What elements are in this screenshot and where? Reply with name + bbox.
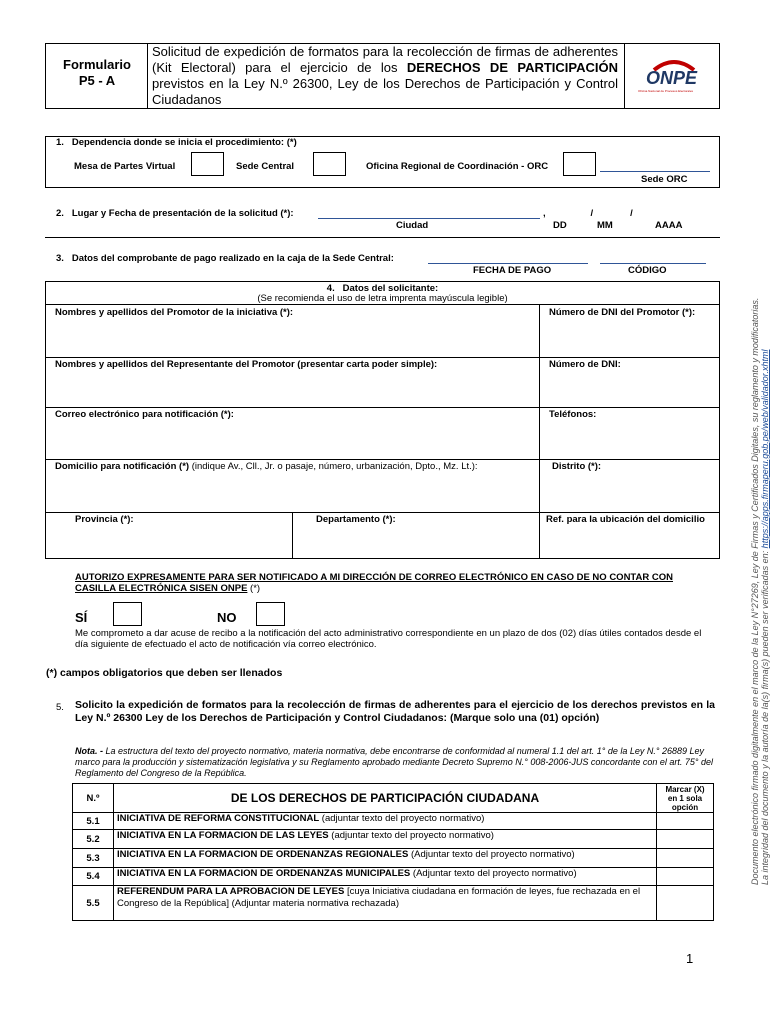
option-orc-label: Oficina Regional de Coordinación - ORC	[366, 161, 549, 172]
checkbox-mesa-partes[interactable]	[191, 152, 224, 176]
section-1-label: 1. Dependencia donde se inicia el procedimiento: (*)	[56, 137, 297, 148]
table-row	[73, 830, 714, 849]
fecha-pago-label: FECHA DE PAGO	[473, 265, 552, 276]
mark-cell[interactable]	[657, 813, 714, 830]
section-4-title: 4. Datos del solicitante:	[326, 283, 439, 294]
correo-label: Correo electrónico para notificación (*):	[55, 409, 234, 420]
si-label: SÍ	[75, 610, 88, 625]
col-title-header: DE LOS DERECHOS DE PARTICIPACIÓN CIUDADANA	[114, 784, 657, 813]
distrito-label: Distrito (*):	[552, 461, 602, 472]
authorization-text: AUTORIZO EXPRESAMENTE PARA SER NOTIFICADO A MI DIRECCIÓN DE CORREO ELECTRÓNICO EN CASO DE NO CONTAR CON CASILLA ELECTRÓNICA SISEN ONPE (*)	[75, 572, 673, 594]
aaaa-label: AAAA	[655, 220, 683, 231]
section-4-subtitle: (Se recomienda el uso de letra imprenta mayúscula legible)	[257, 293, 508, 304]
telefonos-label: Teléfonos:	[549, 409, 597, 420]
dni-label: Número de DNI:	[549, 359, 621, 370]
validator-link[interactable]: https://apps.firmaperu.gob.pe/web/validador.xhtml	[760, 349, 770, 549]
ref-label: Ref. para la ubicación del domicilio	[546, 514, 705, 525]
table-row	[73, 849, 714, 868]
logo-text: ONPE	[646, 68, 698, 88]
domicilio-label: Domicilio para notificación (*) (indique Av., Cll., Jr. o pasaje, número, urbanización, Dpto., Mz. Lt.):	[55, 461, 478, 472]
options-table-header	[73, 784, 714, 813]
representante-label: Nombres y apellidos del Representante del Promotor (presentar carta poder simple):	[55, 359, 438, 370]
fecha-pago-field[interactable]	[428, 263, 588, 264]
page-number: 1	[686, 951, 694, 966]
side-note-line-2: La integridad del documento y la autoría de la(s) firma(s) pueden ser verificadas en: https://apps.firmaperu.gob.pe/web/validador.xhtml	[760, 349, 770, 885]
row-text: REFERENDUM PARA LA APROBACION DE LEYES [cuya Iniciativa ciudadana en formación de leyes, fue rechazada en el Congreso de la República] (Adjuntar materia normativa rechazada)	[114, 886, 657, 921]
codigo-label: CÓDIGO	[628, 265, 667, 276]
departamento-label: Departamento (*):	[316, 514, 396, 525]
mark-cell[interactable]	[657, 868, 714, 886]
section-5-number: 5.	[56, 702, 64, 713]
checkbox-no[interactable]	[256, 602, 285, 626]
option-sede-central-label: Sede Central	[236, 161, 295, 172]
option-mesa-partes-label: Mesa de Partes Virtual	[74, 161, 176, 172]
mark-cell[interactable]	[657, 849, 714, 868]
sede-orc-field[interactable]	[600, 171, 710, 172]
form-label: Formulario P5 - A	[63, 57, 131, 88]
section-2-label: 2. Lugar y Fecha de presentación de la solicitud (*):	[56, 208, 294, 219]
row-text: INICIATIVA EN LA FORMACION DE LAS LEYES (adjuntar texto del proyecto normativo)	[114, 830, 657, 849]
row-number: 5.1	[73, 813, 114, 830]
sede-orc-label: Sede ORC	[641, 174, 688, 185]
table-row	[73, 886, 714, 921]
promotor-label: Nombres y apellidos del Promotor de la iniciativa (*):	[55, 307, 294, 318]
row-number: 5.2	[73, 830, 114, 849]
ciudad-label: Ciudad	[396, 220, 429, 231]
ciudad-field[interactable]	[318, 218, 540, 219]
date-separators: , / /	[543, 208, 633, 219]
dd-label: DD	[553, 220, 567, 231]
commitment-text: Me comprometo a dar acuse de recibo a la notificación del acto administrativo correspondiente en un plazo de dos (02) días útiles contados desde el día siguiente de efectuado el acto de notificación vía correo electrónico.	[75, 628, 702, 650]
table-row	[73, 813, 714, 830]
mark-cell[interactable]	[657, 830, 714, 849]
col-mark-header: Marcar (X) en 1 sola opción	[657, 784, 714, 813]
dni-promotor-label: Número de DNI del Promotor (*):	[549, 307, 696, 318]
row-number: 5.5	[73, 886, 114, 921]
options-table	[72, 783, 714, 921]
no-label: NO	[217, 610, 237, 625]
provincia-label: Provincia (*):	[75, 514, 134, 525]
col-no-header: N.º	[73, 784, 114, 813]
mm-label: MM	[597, 220, 613, 231]
table-row	[73, 868, 714, 886]
side-note-line-1: Documento electrónico firmado digitalmente en el marco de la Ley N°27269, Ley de Firmas y Certificados Digitales, su reglamento y modificatorias.	[750, 297, 760, 885]
section-5-text: Solicito la expedición de formatos para la recolección de firmas de adherentes para el ejercicio de los derechos previstos en la Ley N.º 26300 Ley de los Derechos de Participación y Control Ciudadanos: (Marque solo una (01) opción)	[75, 699, 715, 724]
row-number: 5.4	[73, 868, 114, 886]
codigo-field[interactable]	[600, 263, 706, 264]
mandatory-note: (*) campos obligatorios que deben ser llenados	[46, 667, 283, 679]
checkbox-orc[interactable]	[563, 152, 596, 176]
row-number: 5.3	[73, 849, 114, 868]
checkbox-si[interactable]	[113, 602, 142, 626]
onpe-logo	[634, 54, 714, 98]
digital-signature-note	[750, 205, 770, 885]
row-text: INICIATIVA EN LA FORMACION DE ORDENANZAS REGIONALES (Adjuntar texto del proyecto normativo)	[114, 849, 657, 868]
row-text: INICIATIVA EN LA FORMACION DE ORDENANZAS MUNICIPALES (Adjuntar texto del proyecto normativo)	[114, 868, 657, 886]
logo-subtext: Oficina Nacional de Procesos Electorales	[638, 89, 694, 93]
mark-cell[interactable]	[657, 886, 714, 921]
row-text: INICIATIVA DE REFORMA CONSTITUCIONAL (adjuntar texto del proyecto normativo)	[114, 813, 657, 830]
nota-text: Nota. - La estructura del texto del proyecto normativo, materia normativa, debe encontrarse de conformidad al numeral 1.1 del art. 1° de la Ley N.° 26889 Ley marco para la producción y sistematización legislativa y su Reglamento aprobado mediante Decreto Supremo N.° 008-2006-JUS concordante con el art. 75° del Reglamento del Congreso de la República.	[75, 746, 714, 778]
section-3-label: 3. Datos del comprobante de pago realizado en la caja de la Sede Central:	[56, 253, 394, 264]
checkbox-sede-central[interactable]	[313, 152, 346, 176]
form-title: Solicitud de expedición de formatos para la recolección de firmas de adherentes (Kit Electoral) para el ejercicio de los DERECHOS DE PARTICIPACIÓN previstos en la Ley N.º 26300, Ley de los Derechos de Participación y Control Ciudadanos	[152, 44, 618, 107]
